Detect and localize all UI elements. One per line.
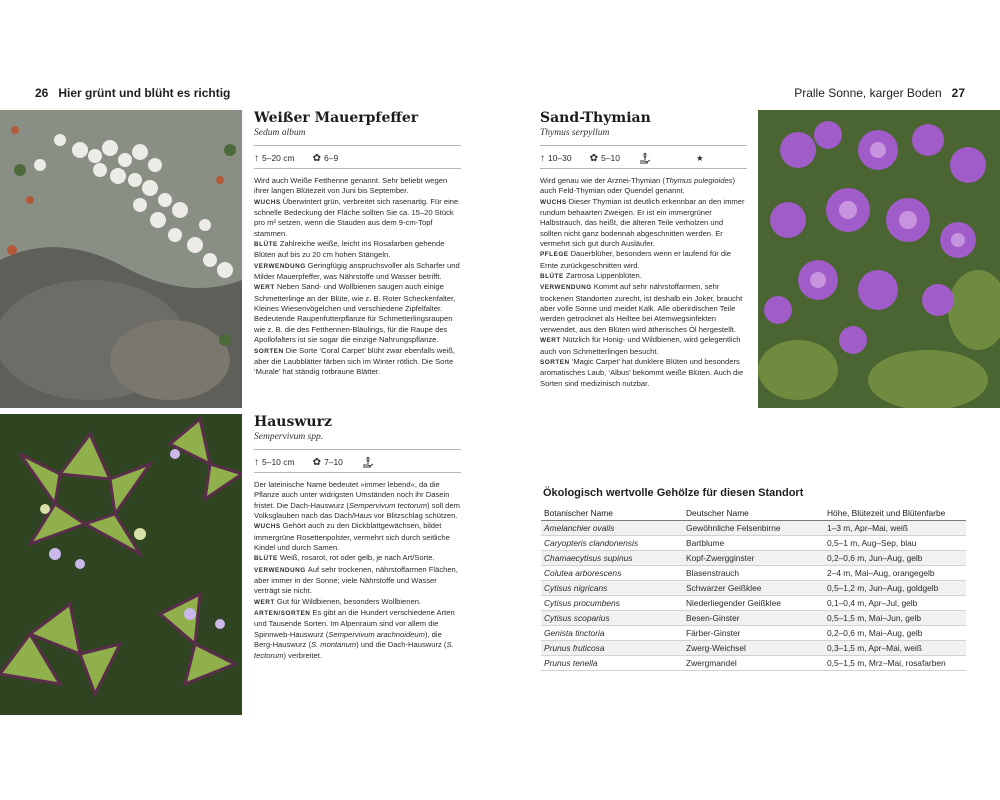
shrubs-table [541,505,966,671]
table-row: Chamaecytisus supinus Kopf-Zwergginster 0,2–0,6 m, Jun–Aug, gelb [541,551,966,566]
divider [254,472,461,473]
plant-description: Wird auch Weiße Fetthenne genannt. Sehr beliebt wegen ihrer langen Blütezeit von Juni bis September. WUCHS Überwintert grün, verbreitet sich rasenartig. Für eine schnelle Bedeckung der Fläche sollten Sie ca. 15–20 Stück pro m² setzen, wenn die Stauden aus dem 9-cm-Topf stammen. BLÜTE Zahlreiche weiße, leicht ins Rosafarben gehende Blüten auf bis zu 20 cm hohen Stängeln. VERWENDUNG Geringfügig anspruchsvoller als Scharfer und Milder Mauerpfeffer, was Nährstoffe und Wasser betrifft. WERT Neben Sand- und Wollbienen saugen auch einige Schmetterlinge an der Blüte, wie z. B. Roter Scheckenfalter, Kleines Wiesenvögelchen und verschiedene Zipfelfalter. Bedeutende Raupenfutterpflanze für Schmetterlingsraupen wie z. B. die des Fetthennen-Bläulings, für die Raupe des Apollofalters ist sie sogar die einzige Nahrungspflanze. SORTEN Die Sorte ‘Coral Carpet’ blüht zwar ebenfalls weiß, aber die Laubblätter färben sich im Winter rötlich. Die Sorte ‘Murale’ hat ständig rotbraune Blätter. [254,176,460,377]
sempervivum-illustration [0,414,242,715]
table-row: Colutea arborescens Blasenstrauch 2–4 m, Mai–Aug, orangegelb [541,566,966,581]
plant-description: Wird genau wie der Arznei-Thymian (Thymus pulegioides) auch Feld-Thymian oder Quendel genannt. WUCHS Dieser Thymian ist deutlich erkennbar an den immer rundum behaarten Zweigen. Er ist ein immergrüner Halbstrauch, das heißt, die älteren Teile verholzen und sollten nicht ganz bodennah abgeschnitten werden. Er vermehrt sich gut durch Ausläufer. PFLEGE Dauerblüher, besonders wenn er laufend für die Ernte zurückgeschnitten wird. BLÜTE Zartrosa Lippenblüten. VERWENDUNG Kommt auf sehr nährstoffarmen, sehr trockenen Standorten zurecht, ist deshalb ein Joker, braucht aber volle Sonne und meidet Kalk. Alle oberirdischen Teile werden getrocknet als Heiltee bei Atemwegsinfekten verwendet, aus den Blüten wird ätherisches Öl hergestellt. WERT Nützlich für Honig- und Wildbienen, wird gelegentlich auch von Schmetterlingen besucht. SORTEN ‘Magic Carpet’ hat dunklere Blüten und besonders aromatisches Laub, ‘Albus’ bekommt weiße Blüten. Auch die Sorten sind medizinisch nutzbar. [540,176,745,388]
divider [540,168,747,169]
plant-bloom-months: 7–10 [324,457,343,467]
plant-entry-sedum [254,110,461,378]
height-arrow-icon: ↑ [254,152,259,164]
height-arrow-icon: ↑ [254,456,259,468]
flower-icon: ✿ [589,152,599,164]
column-header: Deutscher Name [683,505,824,521]
divider [254,449,461,450]
plant-name: Weißer Mauerpfeffer [254,110,419,126]
plant-height: 5–10 cm [262,457,295,467]
hand-plant-icon [638,151,652,165]
plant-height: 10–30 [548,153,572,163]
plant-latin-name: Sempervivum spp. [254,432,324,442]
flower-icon: ✿ [312,456,321,468]
divider [254,168,461,169]
plant-latin-name: Thymus serpyllum [540,128,610,138]
left-chapter-title: Hier grünt und blüht es richtig [58,86,231,100]
table-header-row [541,505,966,521]
right-chapter-title: Pralle Sonne, karger Boden [794,86,942,100]
column-header: Höhe, Blütezeit und Blütenfarbe [824,505,966,521]
thymus-photo [758,110,1000,408]
plant-description: Der lateinische Name bedeutet »immer lebend«, da die Pflanze auch unter widrigsten Umständen noch ihr Dasein fristet. Die Dach-Hauswurz (Sempervivum tectorum) soll dem Volksglauben nach das Dach/Haus vor Blitzschlag schützen. WUCHS Gehört auch zu den Dickblattgewächsen, bildet immergrüne Rosettenpolster, vermehrt sich durch seitliche Kindel und durch Samen. BLÜTE Weiß, rosarot, rot oder gelb, je nach Art/Sorte. VERWENDUNG Auf sehr trockenen, nährstoffarmen Flächen, aber immer in der Sonne; viele Nährstoffe und Wasser verträgt sie nicht. WERT Gut für Wildbienen, besonders Wollbienen. ARTEN/SORTEN Es gibt an die Hundert verschiedene Arten und Tausende Sorten. Im Alpenraum sind vor allem die Spinnweb-Hauswurz (Sempervivum arachnoideum), die Berg-Hauswurz (S. montanum) und die Dach-Hauswurz (S. tectorum) verbreitet. [254,480,460,660]
sedum-illustration [0,110,242,408]
flower-icon: ✿ [312,152,321,164]
sempervivum-photo [0,414,242,715]
plant-height: 5–20 cm [262,153,295,163]
divider [540,145,747,146]
table-row: Cytisus nigricans Schwarzer Geißklee 0,5–1,2 m, Jun–Aug, goldgelb [541,581,966,596]
table-title: Ökologisch wertvolle Gehölze für diesen Standort [543,487,804,499]
star-icon: ★ [695,152,704,163]
left-running-header [35,86,230,100]
hand-plant-icon [361,455,375,469]
table-row: Amelanchier ovalis Gewöhnliche Felsenbirne 1–3 m, Apr–Mai, weiß [541,521,966,536]
left-page-number: 26 [35,86,49,100]
right-running-header [794,86,965,100]
table-row: Cytisus procumbens Niederliegender Geißklee 0,1–0,4 m, Apr–Jul, gelb [541,596,966,611]
plant-stats [254,452,461,472]
divider [254,145,461,146]
plant-latin-name: Sedum album [254,128,306,138]
table-row: Caryopteris clandonensis Bartblume 0,5–1 m, Aug–Sep, blau [541,536,966,551]
plant-stats [540,148,747,168]
column-header: Botanischer Name [541,505,683,521]
table-row: Prunus tenella Zwergmandel 0,5–1,5 m, Mrz–Mai, rosafarben [541,656,966,671]
plant-entry-sempervivum [254,414,461,661]
height-arrow-icon: ↑ [540,152,545,164]
right-page-number: 27 [951,86,965,100]
plant-bloom-months: 6–9 [324,153,339,163]
table-row: Genista tinctoria Färber-Ginster 0,2–0,6 m, Mai–Aug, gelb [541,626,966,641]
table-row: Prunus fruticosa Zwerg-Weichsel 0,3–1,5 m, Apr–Mai, weiß [541,641,966,656]
plant-entry-thymus [540,110,747,389]
plant-name: Sand-Thymian [540,110,651,126]
table-row: Cytisus scoparius Besen-Ginster 0,5–1,5 m, Mai–Jun, gelb [541,611,966,626]
sedum-photo [0,110,242,408]
plant-stats [254,148,461,168]
thymus-illustration [758,110,1000,408]
plant-bloom-months: 5–10 [601,153,620,163]
plant-name: Hauswurz [254,414,332,430]
